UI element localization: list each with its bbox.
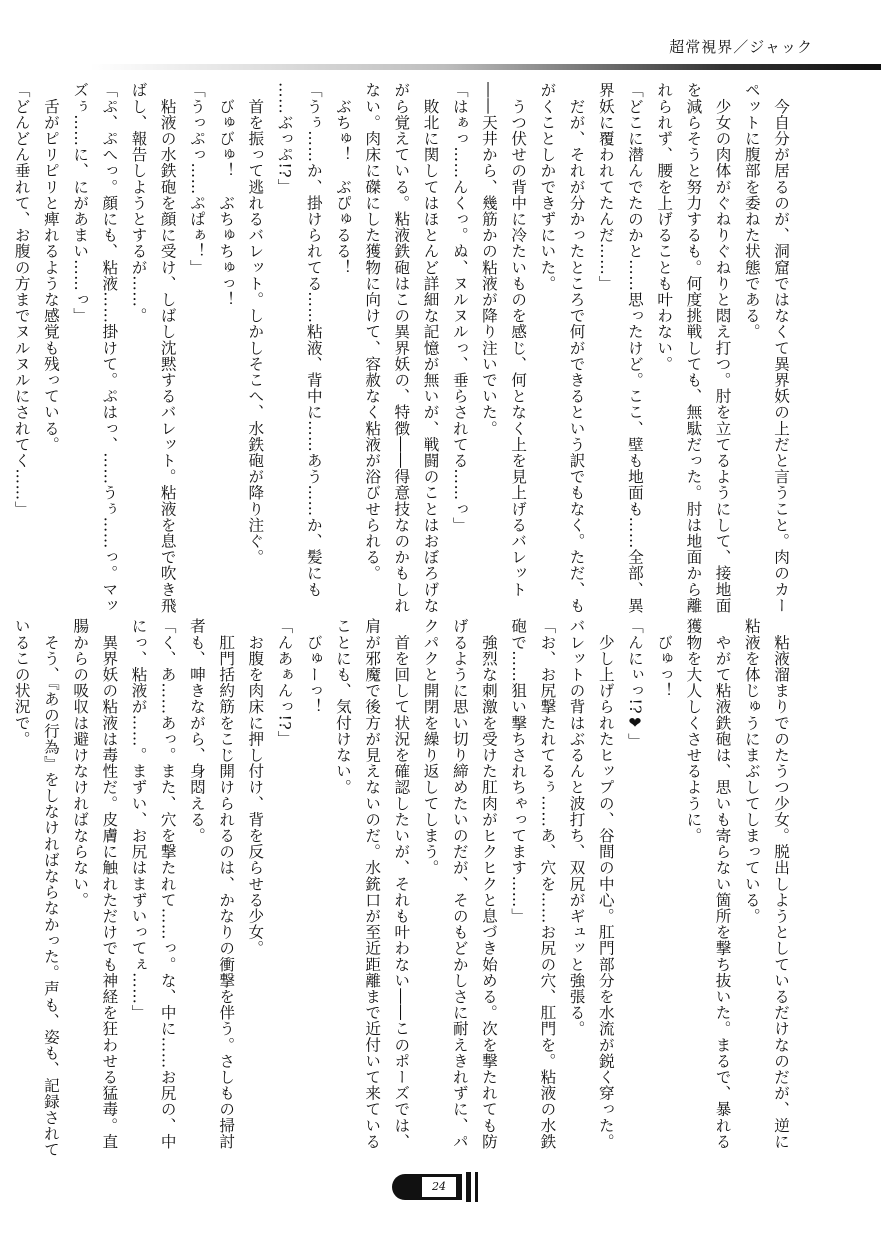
text-line: ばし、報告しようとするが……。 xyxy=(129,82,148,324)
text-line: やがて粘液鉄砲は、思いも寄らない箇所を撃ち抜いた。まるで、暴れる xyxy=(713,618,732,1150)
folio-bar-thick xyxy=(466,1172,471,1202)
text-line: がくことしかできずにいた。 xyxy=(538,82,557,292)
text-line: 強烈な刺激を受けた肛肉がヒクヒクと息づき始める。次を撃たれても防 xyxy=(479,618,498,1150)
text-line: 「んにぃっ!?❤」 xyxy=(625,618,644,749)
text-line: 舌がピリピリと痺れるような感覚も残っている。 xyxy=(41,82,60,453)
text-line: 腸からの吸収は避けなければならない。 xyxy=(71,618,90,908)
text-line: ――天井から、幾筋かの粘液が降り注いでいた。 xyxy=(479,82,498,437)
text-line: にっ、粘液が……。まずい、お尻はまずいってぇ……」 xyxy=(129,618,148,1021)
text-line: 獲物を大人しくさせるように。 xyxy=(684,618,703,844)
text-line: ズぅ……に、にがあまい……っ」 xyxy=(71,82,90,324)
text-line: 「うっぷっ……ぷぱぁ！」 xyxy=(187,82,206,276)
text-line: 敗北に関してはほとんど詳細な記憶が無いが、戦闘のことはおぼろげな xyxy=(421,82,440,614)
text-line: ない。肉床に磔にした獲物に向けて、容赦なく粘液が浴びせられる。 xyxy=(363,82,382,582)
text-line: ぶちゅ！ ぶぴゅるる！ xyxy=(333,82,352,276)
upper-text-block xyxy=(7,82,795,614)
text-line: ことにも、気付けない。 xyxy=(333,618,352,796)
lower-text-block xyxy=(7,618,795,1158)
text-line: そう、『あの行為』をしなければならなかった。声も、姿も、記録されて xyxy=(41,618,60,1158)
text-line: 者も、呻きながら、身悶える。 xyxy=(187,618,206,844)
text-line: 少し上げられたヒップの、谷間の中心。肛門部分を水流が鋭く穿った。 xyxy=(596,618,615,1150)
text-line: 今自分が居るのが、洞窟ではなくて異界妖の上だと言うこと。肉のカー xyxy=(772,82,790,614)
text-line: 粘液を体じゅうにまぶしてしまっている。 xyxy=(742,618,761,924)
text-line: 肩が邪魔で後方が見えないのだ。水銃口が至近距離まで近付いて来ている xyxy=(363,618,382,1150)
page-number-badge xyxy=(392,1172,488,1202)
text-line: 肛門括約筋をこじ開けられるのは、かなりの衝撃を伴う。さしもの掃討 xyxy=(217,618,236,1150)
text-line: れられず、腰を上げることも叶わない。 xyxy=(655,82,674,372)
text-line: クパクと開閉を繰り返してしまう。 xyxy=(421,618,440,876)
text-line: バレットの背はぶるんと波打ち、双尻がギュッと強張る。 xyxy=(567,618,586,1037)
text-line: 「どんどん垂れて、お腹の方までヌルヌルにされてく……」 xyxy=(12,82,31,517)
text-line: 少女の肉体がぐねりぐねりと悶え打つ。肘を立てるようにして、接地面 xyxy=(713,82,732,614)
text-line: 粘液の水鉄砲を顔に受け、しばし沈黙するバレット。粘液を息で吹き飛 xyxy=(158,82,177,614)
text-line: うつ伏せの背中に冷たいものを感じ、何となく上を見上げるバレット xyxy=(509,82,528,598)
text-line: びゅーっ！ xyxy=(304,618,323,715)
text-line: 「お、お尻撃たれてるぅ……あ、穴を……お尻の穴、肛門を。粘液の水鉄 xyxy=(538,618,557,1150)
text-line: 「どこに潜んでたのかと……思ったけど。ここ、壁も地面も……全部、異 xyxy=(625,82,644,614)
text-line: いるこの状況で。 xyxy=(12,618,31,747)
text-line: だが、それが分かったところで何ができるという訳でもなく。ただ、も xyxy=(567,82,586,614)
text-line: 異界妖の粘液は毒性だ。皮膚に触れただけでも神経を狂わせる猛毒。直 xyxy=(100,618,119,1150)
folio-bar-thin xyxy=(475,1172,478,1202)
text-line: びゅびゅ！ ぶちゅちゅっ！ xyxy=(217,82,236,308)
text-line: 界妖に覆われてたんだ……」 xyxy=(596,82,615,292)
text-line: 粘液溜まりでのたうつ少女。脱出しようとしているだけなのだが、逆に xyxy=(772,618,790,1150)
text-line: びゅっ！ xyxy=(655,618,674,699)
text-line: 「ぷ、ぷへっ。顔にも、粘液……掛けて。ぷはっ、……うぅ……っ。マッ xyxy=(100,82,119,614)
text-line: お腹を肉床に押し付け、背を反らせる少女。 xyxy=(246,618,265,957)
page-number: 24 xyxy=(422,1177,456,1197)
text-line: 砲で……狙い撃ちされちゃってます……」 xyxy=(509,618,528,924)
text-line: 「く、あ……あっ。また、穴を撃たれて……っ。な、中に……お尻の、中 xyxy=(158,618,177,1150)
text-line: ペットに腹部を委ねた状態である。 xyxy=(742,82,761,340)
text-line: を減らそうと努力するも。何度挑戦しても、無駄だった。肘は地面から離 xyxy=(684,82,703,614)
text-line: ……ぶっぷ!?」 xyxy=(275,82,294,195)
text-line: がら覚えている。粘液鉄砲はこの異界妖の、特徴――得意技なのかもしれ xyxy=(392,82,411,614)
text-line: 首を振って逃れるバレット。しかしそこへ、水鉄砲が降り注ぐ。 xyxy=(246,82,265,565)
text-line: 首を回して状況を確認したいが、それも叶わない――このポーズでは、 xyxy=(392,618,411,1150)
running-header-title: 超常視界／ジャック xyxy=(669,38,813,56)
text-line: 「んあぁんっ!?」 xyxy=(275,618,294,747)
text-line: 「はぁっ……んくっ。ぬ、ヌルヌルっ、垂らされてる……っ」 xyxy=(450,82,469,533)
text-line: げるように思い切り締めたいのだが、そのもどかしさに耐えきれずに、パ xyxy=(450,618,469,1150)
text-line: 「うぅ……か、掛けられてる……粘液、背中に……あう……か、髪にも xyxy=(304,82,323,598)
header-gradient-rule xyxy=(90,64,881,70)
